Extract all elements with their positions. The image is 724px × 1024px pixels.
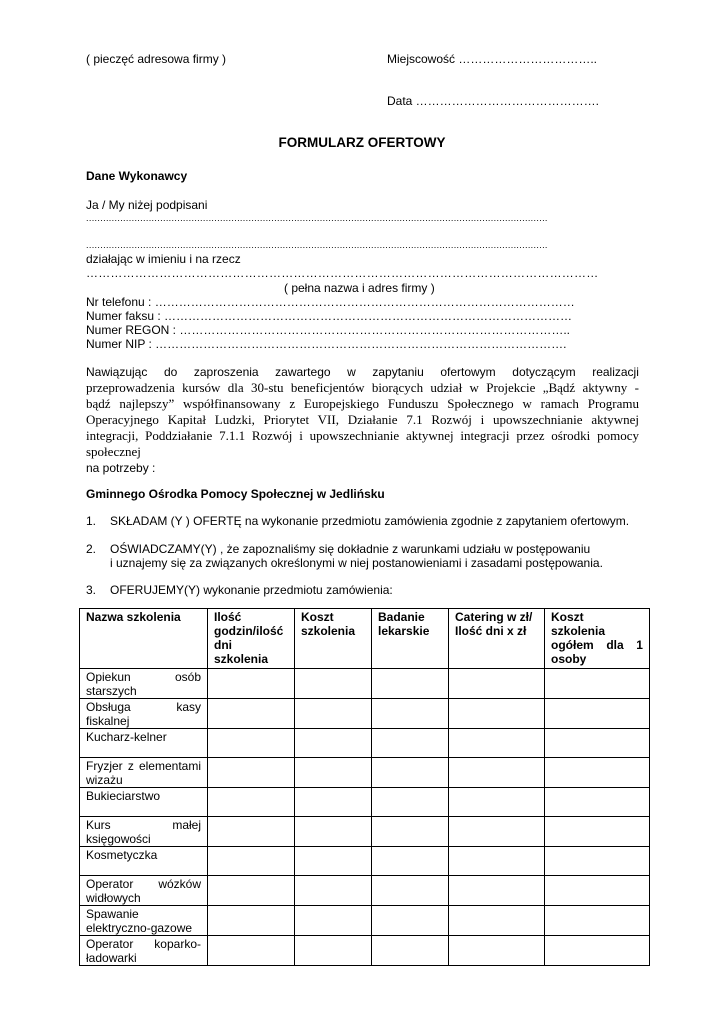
- institution-name: Gminnego Ośrodka Pomocy Społecznej w Jedlińsku: [86, 487, 385, 501]
- table-row: [80, 729, 650, 758]
- header-line: Badanie: [378, 610, 425, 624]
- price-input-cell[interactable]: [295, 876, 372, 906]
- intro-line: społecznej: [86, 444, 141, 459]
- intro-line: przeprowadzenia kursów dla 30-stu beneficjentów biorących udział w Projekcie „Bądź aktywny -: [86, 380, 639, 395]
- course-name-line: Kurs małej: [86, 818, 201, 832]
- price-input-cell[interactable]: [295, 906, 372, 936]
- point-3-number: 3.: [86, 583, 97, 597]
- price-input-cell[interactable]: [545, 758, 650, 788]
- price-input-cell[interactable]: [449, 699, 545, 729]
- course-name-cell: [80, 817, 208, 847]
- place-field[interactable]: Miejscowość ……………………………..: [387, 52, 598, 66]
- price-input-cell[interactable]: [295, 788, 372, 817]
- intro-word: do: [163, 365, 178, 379]
- intro-line: integracji, Poddziałanie 7.1.1 Rozwój i upowszechnianie aktywnej integracji przez ośrodki pomocy: [86, 428, 639, 443]
- course-name-cell: [80, 906, 208, 936]
- price-input-cell[interactable]: [449, 847, 545, 876]
- price-input-cell[interactable]: [545, 936, 650, 966]
- price-input-cell[interactable]: [208, 788, 295, 817]
- price-input-cell[interactable]: [372, 817, 449, 847]
- point-1-text: SKŁADAM (Y ) OFERTĘ na wykonanie przedmiotu zamówienia zgodnie z zapytaniem ofertowym.: [110, 514, 630, 528]
- course-name-line: Obsługa kasy: [86, 700, 201, 714]
- price-input-cell[interactable]: [295, 847, 372, 876]
- intro-word: zapytaniu: [372, 365, 424, 379]
- price-input-cell[interactable]: [208, 876, 295, 906]
- price-input-cell[interactable]: [545, 876, 650, 906]
- point-2-text-b: i uznajemy się za związanych określonymi w niej postanowieniami i zasadami postępowania.: [110, 556, 603, 570]
- price-input-cell[interactable]: [295, 699, 372, 729]
- price-input-cell[interactable]: [449, 729, 545, 758]
- price-input-cell[interactable]: [449, 936, 545, 966]
- course-name-cell: [80, 936, 208, 966]
- company-stamp-label: ( pieczęć adresowa firmy ): [86, 52, 227, 66]
- header-line: lekarskie: [378, 624, 430, 638]
- header-line: Ilość: [214, 610, 242, 624]
- course-name-cell: [80, 758, 208, 788]
- course-name-cell: [80, 729, 208, 758]
- table-body: [80, 669, 650, 966]
- nip-field[interactable]: Numer NIP : ………………………………………………………………………………………….: [86, 337, 567, 351]
- price-input-cell[interactable]: [372, 758, 449, 788]
- fax-field[interactable]: Numer faksu : …………………………………………………………………………………………: [86, 309, 573, 323]
- table-row: [80, 906, 650, 936]
- table-row: [80, 847, 650, 876]
- price-input-cell[interactable]: [208, 817, 295, 847]
- col-header-medical-exam: [372, 609, 449, 669]
- intro-word: Nawiązując: [86, 365, 148, 379]
- header-line: Nazwa szkolenia: [86, 610, 181, 624]
- course-name-line: Operator koparko-: [86, 937, 201, 951]
- header-line: Ilość dni x zł: [455, 624, 527, 638]
- price-input-cell[interactable]: [372, 936, 449, 966]
- price-input-cell[interactable]: [449, 669, 545, 699]
- price-input-cell[interactable]: [372, 906, 449, 936]
- contractor-section-title: Dane Wykonawcy: [86, 169, 188, 183]
- course-name-line: Opiekun osób: [86, 670, 201, 684]
- course-name-line: fiskalnej: [86, 714, 130, 728]
- col-header-training-cost: [295, 609, 372, 669]
- table-row: [80, 876, 650, 906]
- course-name-line: Fryzjer z elementami: [86, 759, 201, 773]
- header-line: osoby: [551, 652, 587, 666]
- table-row: [80, 669, 650, 699]
- price-input-cell[interactable]: [372, 788, 449, 817]
- intro-line: bądź najlepszy” współfinansowany z Europejskiego Funduszu Społecznego w ramach Programu: [86, 396, 639, 411]
- price-input-cell[interactable]: [208, 729, 295, 758]
- point-3-text: OFERUJEMY(Y) wykonanie przedmiotu zamówienia:: [110, 583, 393, 597]
- price-input-cell[interactable]: [545, 817, 650, 847]
- intro-paragraph: [86, 364, 639, 476]
- page-title: FORMULARZ OFERTOWY: [278, 135, 446, 150]
- signatory-field-1[interactable]: ..................................................................................................................................................................: [86, 213, 548, 223]
- price-input-cell[interactable]: [208, 699, 295, 729]
- price-input-cell[interactable]: [449, 906, 545, 936]
- signed-label: Ja / My niżej podpisani: [86, 198, 208, 212]
- point-2-text-a: OŚWIADCZAMY(Y) , że zapoznaliśmy się dokładnie z warunkami udziału w postępowaniu: [110, 542, 591, 556]
- price-input-cell[interactable]: [545, 699, 650, 729]
- intro-word: dotyczącym: [512, 365, 576, 379]
- price-input-cell[interactable]: [545, 788, 650, 817]
- header-line: Koszt: [551, 610, 584, 624]
- point-2-number: 2.: [86, 542, 97, 556]
- acting-on-behalf-label: działając w imieniu i na rzecz: [86, 252, 241, 266]
- col-header-total-cost: [545, 609, 650, 669]
- course-name-cell: [80, 699, 208, 729]
- intro-line: Operacyjnego Kapitał Ludzki, Priorytet VII, Działanie 7.1 Rozwój i upowszechnianie aktywnej: [86, 412, 639, 427]
- header-line: Koszt: [301, 610, 334, 624]
- price-input-cell[interactable]: [545, 906, 650, 936]
- table-row: [80, 758, 650, 788]
- course-name-line: ładowarki: [86, 951, 137, 965]
- course-name-line: Bukieciarstwo: [86, 789, 161, 803]
- course-name-line: starszych: [86, 684, 137, 698]
- header-line: [551, 638, 643, 652]
- intro-word: ofertowym: [440, 365, 496, 379]
- col-header-hours-days: [208, 609, 295, 669]
- point-1-number: 1.: [86, 514, 97, 528]
- course-name-cell: [80, 876, 208, 906]
- intro-word: w: [347, 365, 356, 379]
- price-input-cell[interactable]: [449, 788, 545, 817]
- header-line-part: ogółem: [551, 638, 594, 652]
- header-line: szkolenia: [214, 652, 269, 666]
- course-name-line: Kosmetyczka: [86, 848, 158, 862]
- price-input-cell[interactable]: [208, 847, 295, 876]
- col-header-course-name: [80, 609, 208, 669]
- phone-field[interactable]: Nr telefonu : ……………………………………………………………………………………………: [86, 295, 575, 309]
- table-row: [80, 817, 650, 847]
- intro-word: zaproszenia: [193, 365, 259, 379]
- date-field[interactable]: Data ……………………………………….: [387, 94, 600, 108]
- header-line: szkolenia: [301, 624, 356, 638]
- price-input-cell[interactable]: [295, 817, 372, 847]
- course-name-line: elektryczno-gazowe: [86, 921, 193, 935]
- table-row: [80, 936, 650, 966]
- header-line: godzin/ilość: [214, 624, 284, 638]
- regon-field[interactable]: Numer REGON : ……………………………………………………………………………………..: [86, 323, 571, 337]
- price-input-cell[interactable]: [372, 729, 449, 758]
- price-input-cell[interactable]: [545, 847, 650, 876]
- course-name-line: wizażu: [86, 773, 123, 787]
- price-input-cell[interactable]: [295, 758, 372, 788]
- intro-word: realizacji: [592, 365, 639, 379]
- price-input-cell[interactable]: [545, 729, 650, 758]
- col-header-catering: [449, 609, 545, 669]
- offer-table: [79, 608, 650, 966]
- price-input-cell[interactable]: [208, 669, 295, 699]
- course-name-cell: [80, 847, 208, 876]
- price-input-cell[interactable]: [295, 669, 372, 699]
- intro-word: zawartego: [275, 365, 331, 379]
- price-input-cell[interactable]: [372, 669, 449, 699]
- price-input-cell[interactable]: [208, 758, 295, 788]
- header-line: dni: [214, 638, 232, 652]
- price-input-cell[interactable]: [295, 729, 372, 758]
- price-input-cell[interactable]: [449, 876, 545, 906]
- signatory-field-2[interactable]: ..................................................................................................................................................................: [86, 240, 548, 250]
- course-name-cell: [80, 669, 208, 699]
- table-header-row: [80, 609, 650, 669]
- course-name-line: księgowości: [86, 832, 151, 846]
- price-input-cell[interactable]: [295, 936, 372, 966]
- company-name-field[interactable]: ………………………………………………………………………………………………………………: [86, 266, 599, 280]
- table-row: [80, 699, 650, 729]
- table-row: [80, 788, 650, 817]
- course-name-line: Spawanie: [86, 907, 139, 921]
- price-input-cell[interactable]: [545, 669, 650, 699]
- header-line: Catering w zł/: [455, 610, 533, 624]
- price-input-cell[interactable]: [449, 817, 545, 847]
- course-name-cell: [80, 788, 208, 817]
- company-name-hint: ( pełna nazwa i adres firmy ): [284, 281, 435, 295]
- price-input-cell[interactable]: [208, 936, 295, 966]
- course-name-line: Operator wózków: [86, 877, 201, 891]
- course-name-line: widłowych: [86, 891, 141, 905]
- price-input-cell[interactable]: [449, 758, 545, 788]
- price-input-cell[interactable]: [208, 906, 295, 936]
- price-input-cell[interactable]: [372, 847, 449, 876]
- course-name-line: Kucharz-kelner: [86, 730, 167, 744]
- price-input-cell[interactable]: [372, 699, 449, 729]
- header-line-part: dla: [606, 638, 624, 652]
- intro-line: na potrzeby :: [86, 461, 156, 475]
- price-input-cell[interactable]: [372, 876, 449, 906]
- header-line-part: 1: [636, 638, 643, 652]
- header-line: szkolenia: [551, 624, 606, 638]
